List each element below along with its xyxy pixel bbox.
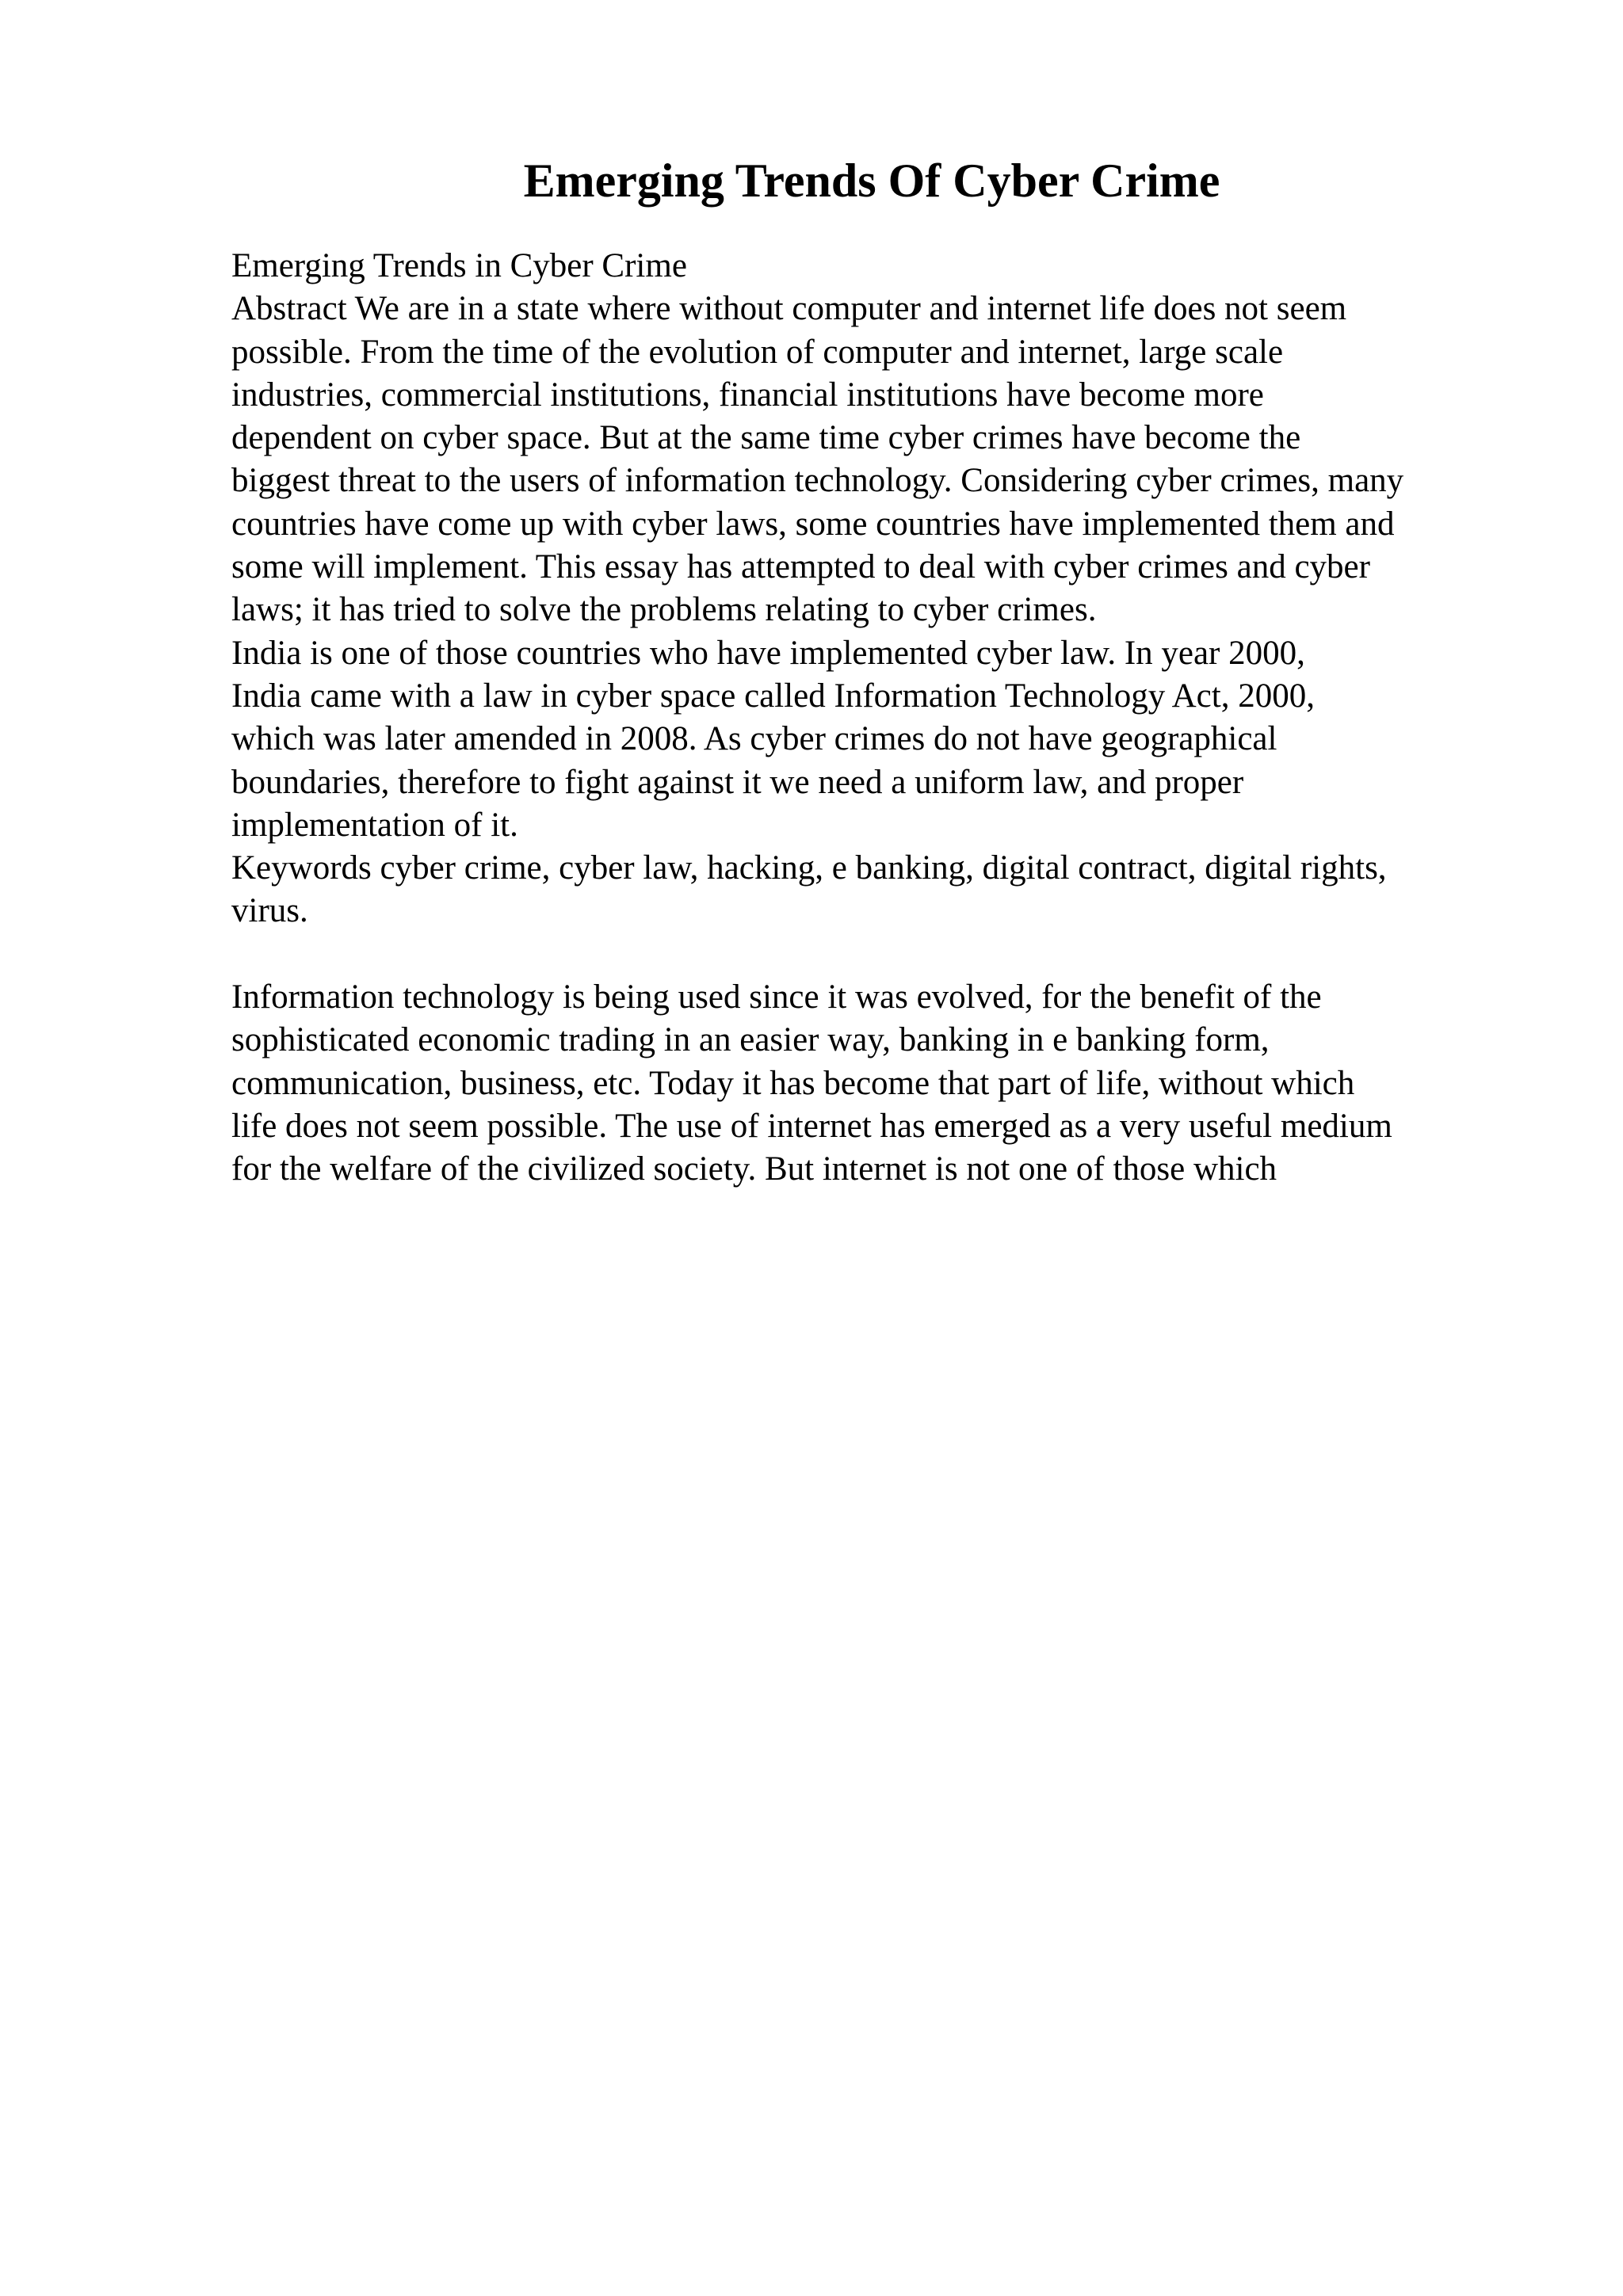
keywords-line: Keywords cyber crime, cyber law, hacking, e banking, digital contract, digital rights,	[231, 849, 1387, 887]
india-paragraph-line: India is one of those countries who have implemented cyber law. In year 2000,	[231, 634, 1305, 672]
india-paragraph-line: boundaries, therefore to fight against it we need a uniform law, and proper	[231, 763, 1244, 801]
intro-paragraph-line: communication, business, etc. Today it has become that part of life, without which	[231, 1064, 1355, 1102]
abstract-line: Abstract We are in a state where without computer and internet life does not seem	[231, 290, 1347, 328]
abstract-line: possible. From the time of the evolution of computer and internet, large scale	[231, 333, 1284, 371]
intro-paragraph-line: Information technology is being used since it was evolved, for the benefit of the	[231, 978, 1322, 1016]
intro-paragraph-line: sophisticated economic trading in an easier way, banking in e banking form,	[231, 1021, 1270, 1059]
paragraph-spacer	[231, 933, 1531, 976]
abstract-line: countries have come up with cyber laws, some countries have implemented them and	[231, 505, 1395, 543]
document-title: Emerging Trends Of Cyber Crime	[523, 154, 1220, 207]
abstract-line: industries, commercial institutions, financial institutions have become more	[231, 376, 1264, 414]
document-body	[231, 245, 1531, 1192]
india-paragraph-line: implementation of it.	[231, 806, 518, 844]
abstract-line: some will implement. This essay has attempted to deal with cyber crimes and cyber	[231, 548, 1370, 586]
keywords-line: virus.	[231, 892, 308, 930]
intro-paragraph-line: life does not seem possible. The use of internet has emerged as a very useful medium	[231, 1107, 1392, 1145]
india-paragraph-line: India came with a law in cyber space called Information Technology Act, 2000,	[231, 677, 1315, 715]
india-paragraph-line: which was later amended in 2008. As cyber crimes do not have geographical	[231, 720, 1277, 758]
abstract-line: dependent on cyber space. But at the same time cyber crimes have become the	[231, 419, 1301, 457]
subtitle-line: Emerging Trends in Cyber Crime	[231, 247, 687, 284]
intro-paragraph-line: for the welfare of the civilized society. But internet is not one of those which	[231, 1150, 1277, 1188]
abstract-line: laws; it has tried to solve the problems relating to cyber crimes.	[231, 591, 1097, 629]
abstract-line: biggest threat to the users of information technology. Considering cyber crimes, many	[231, 462, 1404, 500]
